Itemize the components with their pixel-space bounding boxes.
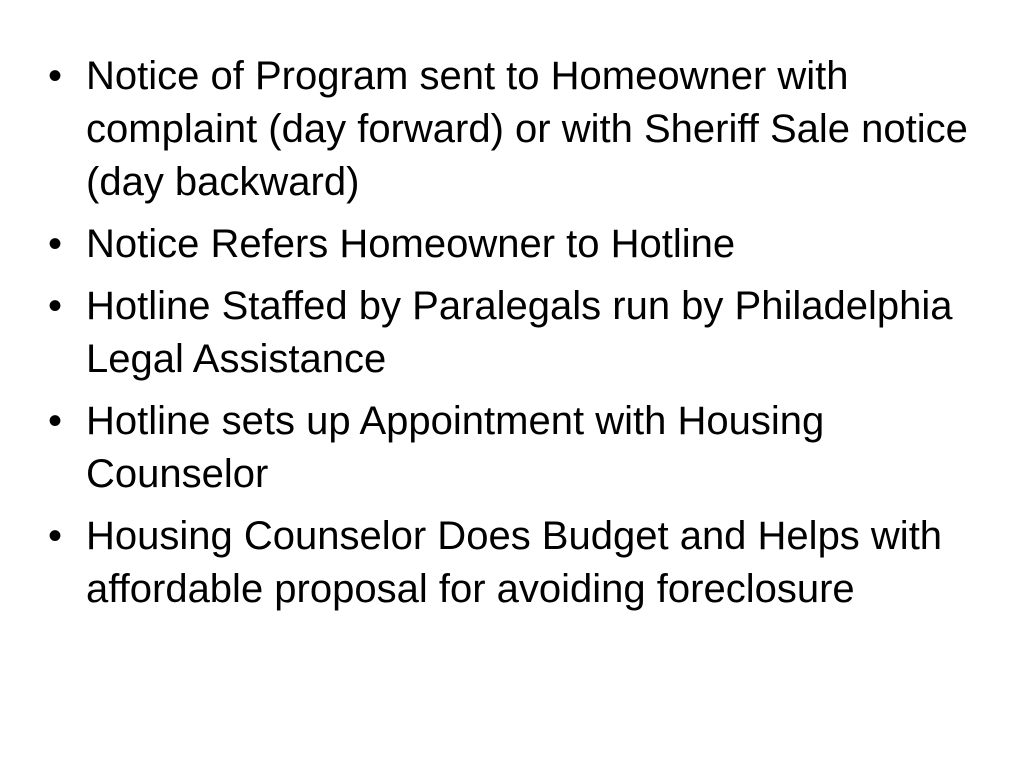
bullet-dot-icon: • [48,54,63,98]
bullet-dot-icon: • [48,284,63,328]
bullet-list [48,50,988,625]
bullet-item-notice-refers [48,218,988,271]
bullet-text: Housing Counselor Does Budget and Helps with affordable proposal for avoiding foreclosure [86,514,943,611]
bullet-text: Hotline sets up Appointment with Housing Counselor [86,399,825,496]
bullet-text: Notice Refers Homeowner to Hotline [86,222,736,266]
bullet-text: Hotline Staffed by Paralegals run by Philadelphia Legal Assistance [86,284,953,381]
bullet-item-notice-of-program [48,50,988,209]
bullet-text: Notice of Program sent to Homeowner with complaint (day forward) or with Sheriff Sale notice (day backward) [86,54,968,204]
bullet-item-housing-counselor [48,510,988,616]
bullet-item-hotline-staffed [48,280,988,386]
bullet-dot-icon: • [48,399,63,443]
bullet-dot-icon: • [48,514,63,558]
bullet-dot-icon: • [48,222,63,266]
bullet-item-hotline-appointment [48,395,988,501]
